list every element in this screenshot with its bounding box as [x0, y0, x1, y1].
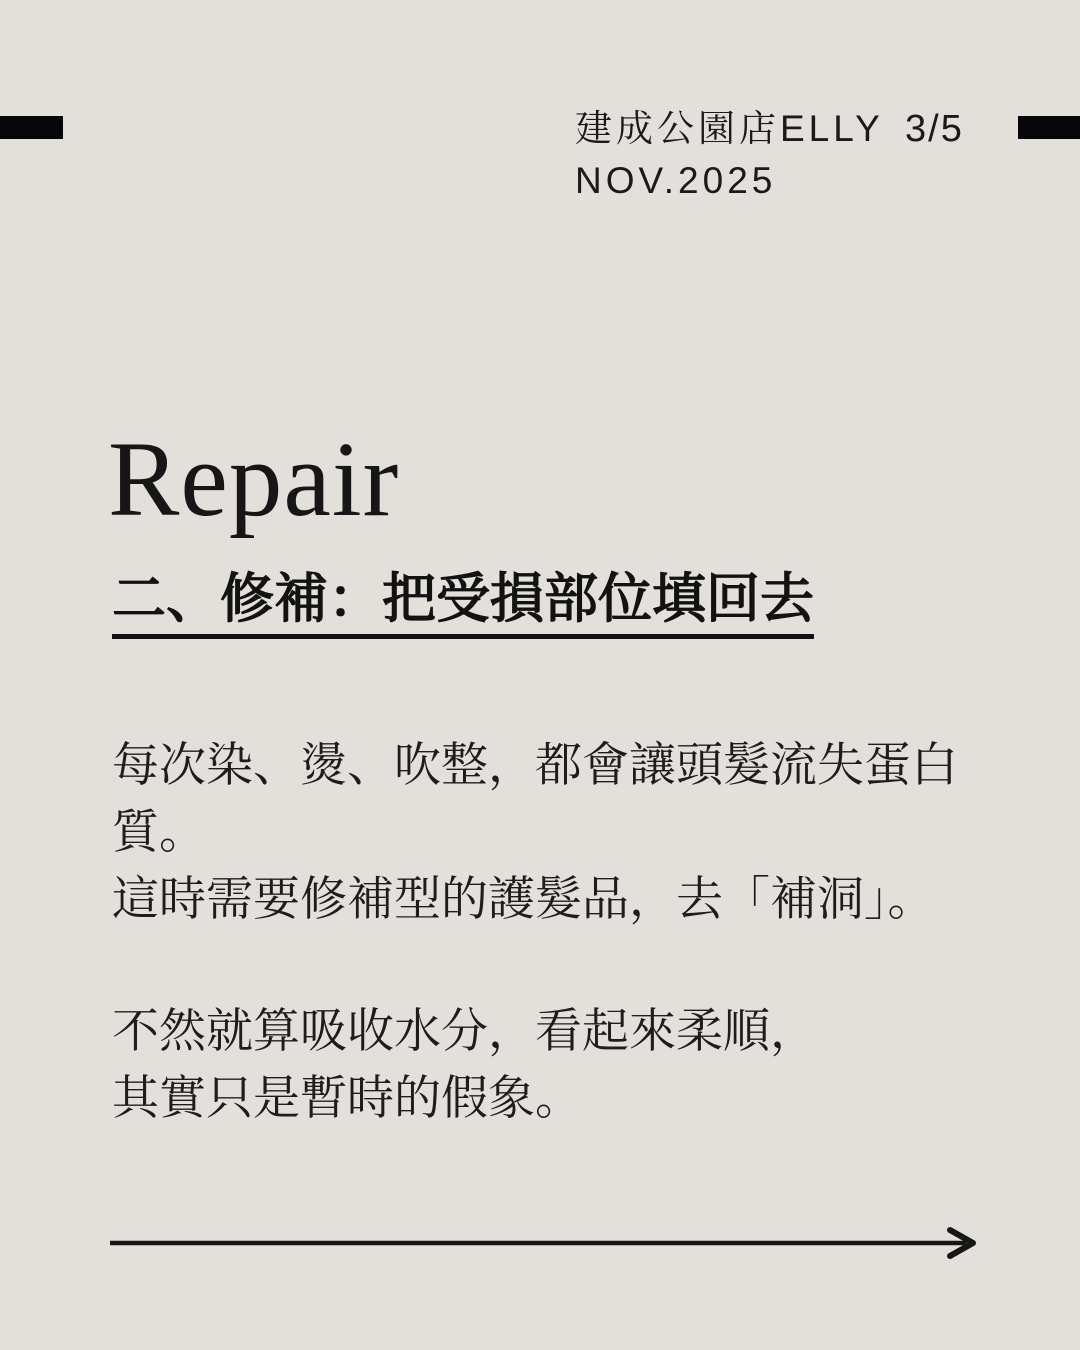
paragraph-line: 每次染、燙、吹整，都會讓頭髮流失蛋白 — [112, 738, 958, 791]
header-date: NOV.2025 — [575, 160, 777, 201]
paragraph-line: 質。 — [112, 805, 206, 858]
header — [575, 103, 884, 207]
arrow-right-icon — [104, 1221, 984, 1265]
store-name: 建成公園店ELLY — [575, 108, 884, 149]
page-title: Repair — [108, 421, 400, 539]
section-heading: 二、修補：把受損部位填回去 — [112, 570, 814, 639]
paragraph-1 — [112, 731, 958, 932]
page-indicator: 3/5 — [905, 108, 964, 150]
paragraph-line: 其實只是暫時的假象。 — [112, 1071, 582, 1124]
right-accent-bar — [1018, 116, 1080, 139]
paragraph-line: 不然就算吸收水分，看起來柔順， — [112, 1004, 817, 1057]
paragraph-2 — [112, 997, 817, 1131]
left-accent-bar — [0, 116, 63, 139]
paragraph-line: 這時需要修補型的護髮品，去「補洞」。 — [112, 872, 935, 925]
